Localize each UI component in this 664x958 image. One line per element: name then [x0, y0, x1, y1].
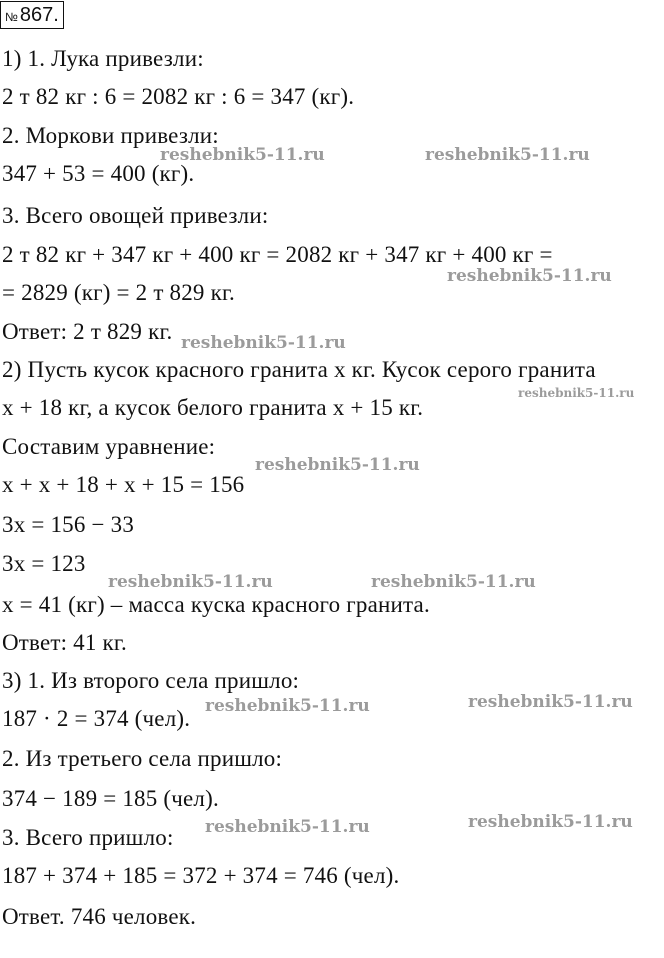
line-6: 2 т 82 кг + 347 кг + 400 кг = 2082 кг + 347 кг + 400 кг =: [2, 242, 553, 267]
problem-number-value: 867.: [19, 4, 59, 26]
line-21: 3. Всего пришло:: [2, 825, 174, 850]
line-22: 187 + 374 + 185 = 372 + 374 = 746 (чел).: [2, 863, 400, 888]
number-sign: №: [5, 10, 18, 24]
line-2: 2 т 82 кг : 6 = 2082 кг : 6 = 347 (кг).: [2, 84, 355, 109]
watermark: reshebnik5-11.ru: [518, 386, 635, 400]
line-20: 374 − 189 = 185 (чел).: [2, 786, 219, 811]
line-10: x + 18 кг, а кусок белого гранита x + 15 кг.: [2, 395, 424, 420]
watermark: reshebnik5-11.ru: [425, 145, 590, 165]
watermark: reshebnik5-11.ru: [468, 812, 633, 832]
answer-1: Ответ: 2 т 829 кг.: [2, 319, 173, 344]
line-11: Составим уравнение:: [2, 434, 216, 459]
answer-3: Ответ. 746 человек.: [2, 904, 197, 929]
problem-number: [0, 1, 64, 29]
line-9: 2) Пусть кусок красного гранита x кг. Кусок серого гранита: [2, 357, 596, 382]
line-19: 2. Из третьего села пришло:: [2, 746, 283, 771]
watermark: reshebnik5-11.ru: [255, 455, 420, 475]
line-4: 347 + 53 = 400 (кг).: [2, 161, 195, 186]
line-17: 3) 1. Из второго села пришло:: [2, 668, 300, 693]
watermark: reshebnik5-11.ru: [205, 817, 370, 837]
watermark: reshebnik5-11.ru: [371, 572, 536, 592]
watermark: reshebnik5-11.ru: [205, 696, 370, 716]
equation-2: 3x = 156 − 33: [2, 512, 135, 537]
equation-4: x = 41 (кг) – масса куска красного гранита.: [2, 592, 430, 617]
line-1: 1) 1. Лука привезли:: [2, 46, 204, 71]
watermark: reshebnik5-11.ru: [447, 266, 612, 286]
equation-1: x + x + 18 + x + 15 = 156: [2, 472, 245, 497]
watermark: reshebnik5-11.ru: [468, 692, 633, 712]
watermark: reshebnik5-11.ru: [160, 145, 325, 165]
answer-2: Ответ: 41 кг.: [2, 630, 127, 655]
equation-3: 3x = 123: [2, 551, 86, 576]
watermark: reshebnik5-11.ru: [181, 333, 346, 353]
line-3: 2. Моркови привезли:: [2, 123, 219, 148]
watermark: reshebnik5-11.ru: [108, 572, 273, 592]
line-18: 187 · 2 = 374 (чел).: [2, 706, 191, 731]
line-7: = 2829 (кг) = 2 т 829 кг.: [2, 280, 235, 305]
line-5: 3. Всего овощей привезли:: [2, 203, 269, 228]
